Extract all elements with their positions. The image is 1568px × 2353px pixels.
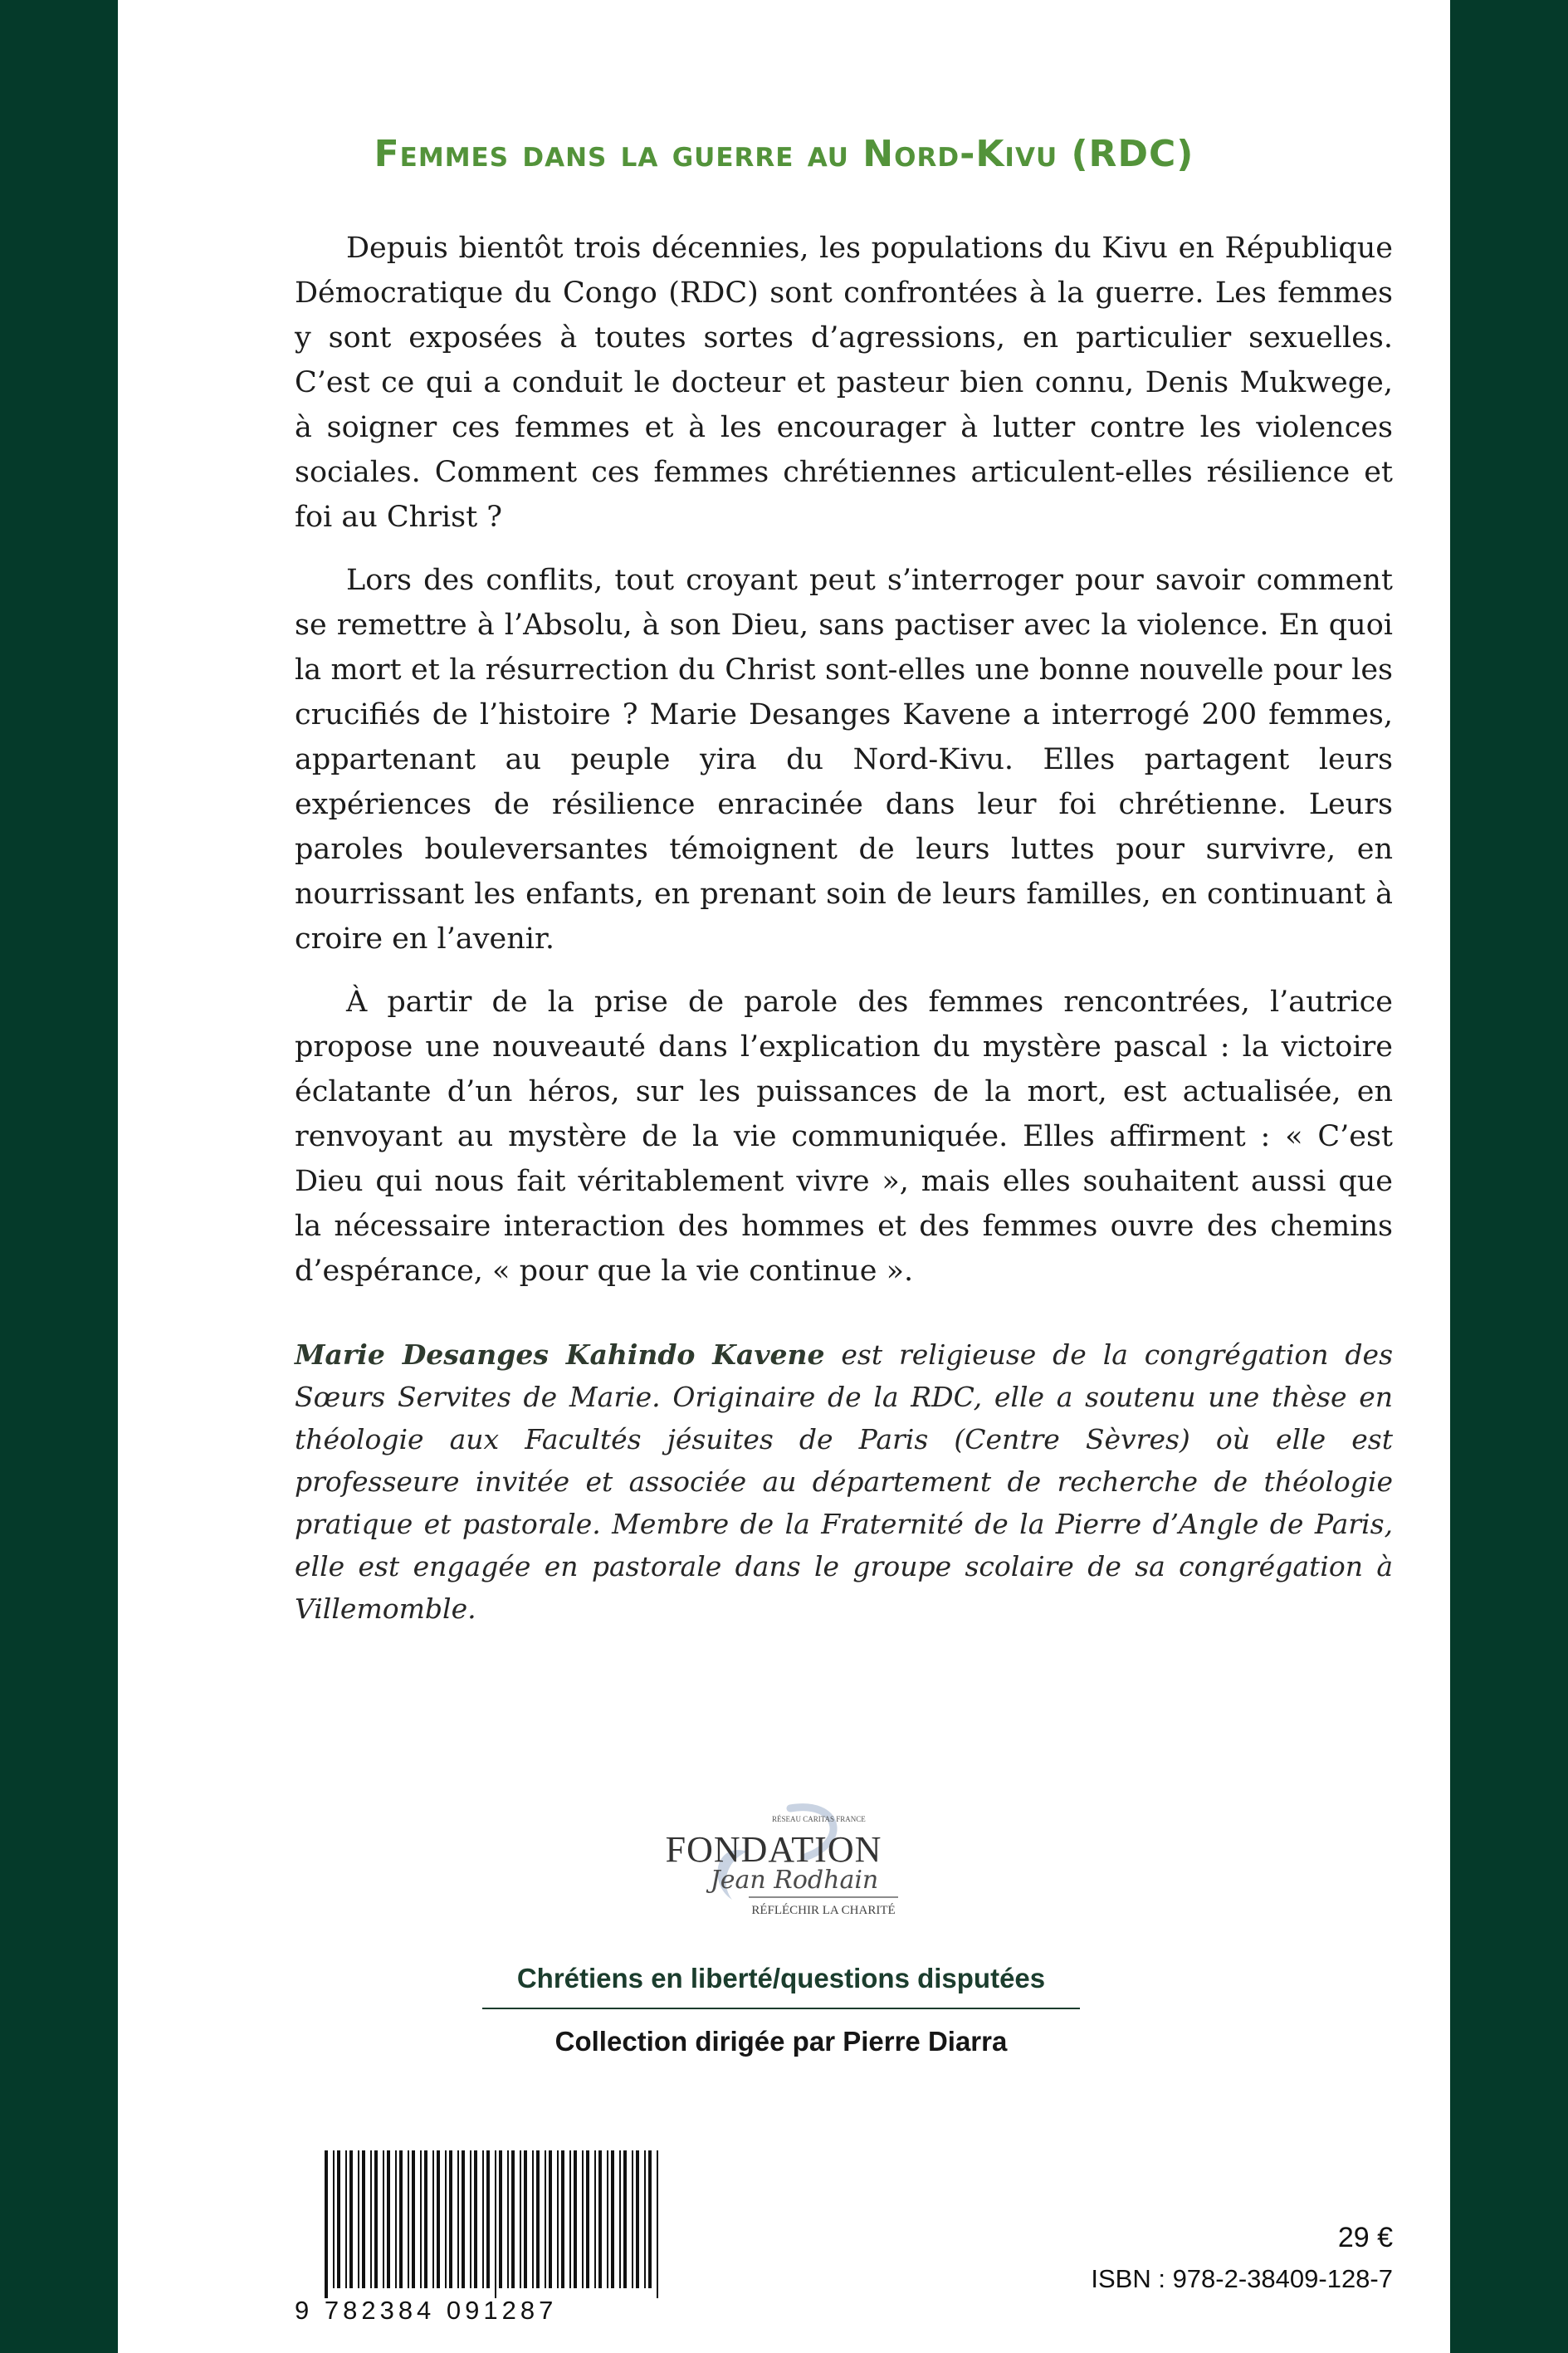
barcode-bar [412, 2150, 415, 2288]
collection-divider [482, 2008, 1080, 2009]
barcode-bar [545, 2150, 546, 2288]
barcode-bar [362, 2150, 365, 2288]
logo-name-text: FONDATION [665, 1829, 882, 1870]
barcode-bar [395, 2150, 397, 2288]
price: 29 € [1337, 2222, 1393, 2253]
barcode-bar [511, 2150, 515, 2288]
barcode-bar [520, 2150, 521, 2288]
barcode-bar [432, 2150, 434, 2288]
barcode-bar [374, 2150, 378, 2288]
barcode-bar [482, 2150, 484, 2288]
barcode-bar [607, 2150, 608, 2288]
author-name: Marie Desanges Kahindo Kavene [295, 1338, 825, 1371]
barcode-bar [399, 2150, 403, 2288]
barcode-bar [574, 2150, 577, 2288]
logo-script-text: Jean Rodhain [710, 1866, 879, 1895]
blurb-paragraph-2: Lors des conflits, tout croyant peut s’interroger pour savoir comment se remettre à l’Absolu, à son Dieu, sans pactiser avec la violence. En quoi la mort et la résurrection du Christ sont-elles une bonne nouvelle pour les crucifiés de l’histoire ? Marie Desanges Kavene a interrogé 200 femmes, appartenant au peuple yira du Nord-Kivu. Elles partagent leurs expériences de résilience enracinée dans leur foi chrétienne. Leurs paroles bouleversantes témoignent de leurs luttes pour survivre, en nourrissant les enfants, en prenant soin de leurs familles, en continuant à croire en l’avenir. [295, 564, 1393, 956]
collection-name: Chrétiens en liberté/questions disputées [516, 1963, 1046, 1993]
barcode-bar [524, 2150, 527, 2288]
barcode-bar [557, 2150, 559, 2288]
logo-network-text: RÉSEAU CARITAS FRANCE [772, 1815, 866, 1823]
barcode-bar [549, 2150, 552, 2288]
barcode-bar [474, 2150, 477, 2288]
barcode-bar [358, 2150, 359, 2288]
blurb [295, 226, 1393, 1657]
collection-director: Collection dirigée par Pierre Diarra [554, 2026, 1008, 2057]
barcode-bar [594, 2150, 596, 2288]
barcode-bar [437, 2150, 440, 2288]
barcode-bar [507, 2150, 509, 2288]
back-cover [118, 0, 1450, 2353]
barcode-bar [657, 2150, 658, 2298]
left-cover-band [0, 0, 118, 2353]
barcode-digits: 9 782384 091287 [295, 2296, 558, 2325]
fondation-logo [649, 1792, 915, 1925]
barcode-bar [333, 2150, 335, 2288]
barcode-bar [632, 2150, 633, 2288]
barcode-bar [561, 2150, 564, 2288]
barcode-bar [623, 2150, 627, 2288]
barcode-bar [325, 2150, 328, 2298]
barcode-bar [345, 2150, 347, 2288]
barcode-bar [582, 2150, 584, 2288]
barcode-bar [586, 2150, 589, 2288]
barcode-bar [619, 2150, 621, 2288]
author-bio-text: est religieuse de la congrégation des Sœurs Servites de Marie. Originaire de la RDC, elle a soutenu une thèse en théologie aux Facultés jésuites de Paris (Centre Sèvres) où elle est professeure invitée et associée au département de recherche de théologie pratique et pastorale. Membre de la Fraternité de la Pierre d’Angle de Paris, elle est engagée en pastorale dans le groupe scolaire de sa congrégation à Villemomble. [295, 1338, 1394, 1625]
barcode-bar [370, 2150, 372, 2288]
barcode-bar [349, 2150, 353, 2288]
barcode-bar [499, 2150, 502, 2288]
isbn: ISBN : 978-2-38409-128-7 [1091, 2264, 1393, 2293]
barcode-bar [424, 2150, 427, 2288]
barcode-bar [449, 2150, 452, 2288]
book-title: Femmes dans la guerre au Nord-Kivu (RDC) [374, 133, 1194, 175]
barcode-bar [387, 2150, 390, 2288]
author-bio [295, 1333, 1393, 1630]
blurb-paragraph-3: À partir de la prise de parole des femmes rencontrées, l’autrice propose une nouveauté dans l’explication du mystère pascal : la victoire éclatante d’un héros, sur les puissances de la mort, est actualisée, en renvoyant au mystère de la vie communiquée. Elles affirment : « C’est Dieu qui nous fait véritablement vivre », mais elles souhaitent aussi que la nécessaire interaction des hommes et des femmes ouvre des chemins d’espérance, « pour que la vie continue ». [295, 986, 1393, 1288]
barcode-bar [644, 2150, 646, 2288]
barcode-bar [532, 2150, 534, 2288]
barcode-bar [420, 2150, 422, 2288]
barcode-bar [648, 2150, 652, 2288]
barcode-bar [383, 2150, 384, 2288]
barcode-bar [536, 2150, 540, 2288]
logo-tagline-text: RÉFLÉCHIR LA CHARITÉ [751, 1904, 896, 1917]
barcode-bar [470, 2150, 471, 2288]
barcode-bar [495, 2150, 496, 2298]
barcode-bar [445, 2150, 447, 2288]
barcode-bar [457, 2150, 459, 2288]
barcode-bar [636, 2150, 639, 2288]
barcode-bar [569, 2150, 571, 2288]
right-cover-band [1450, 0, 1568, 2353]
barcode-bar [408, 2150, 409, 2288]
blurb-paragraph-1: Depuis bientôt trois décennies, les populations du Kivu en République Démocratique du Congo (RDC) sont confrontées à la guerre. Les femmes y sont exposées à toutes sortes d’agressions, en particulier sexuelles. C’est ce qui a conduit le docteur et pasteur bien connu, Denis Mukwege, à soigner ces femmes et à les encourager à lutter contre les violences sociales. Comment ces femmes chrétiennes articulent-elles résilience et foi au Christ ? [295, 232, 1393, 534]
barcode-bar [598, 2150, 602, 2288]
barcode-bar [486, 2150, 490, 2288]
barcode-bar [611, 2150, 614, 2288]
barcode-bar [462, 2150, 465, 2288]
barcode-bar [337, 2150, 340, 2288]
